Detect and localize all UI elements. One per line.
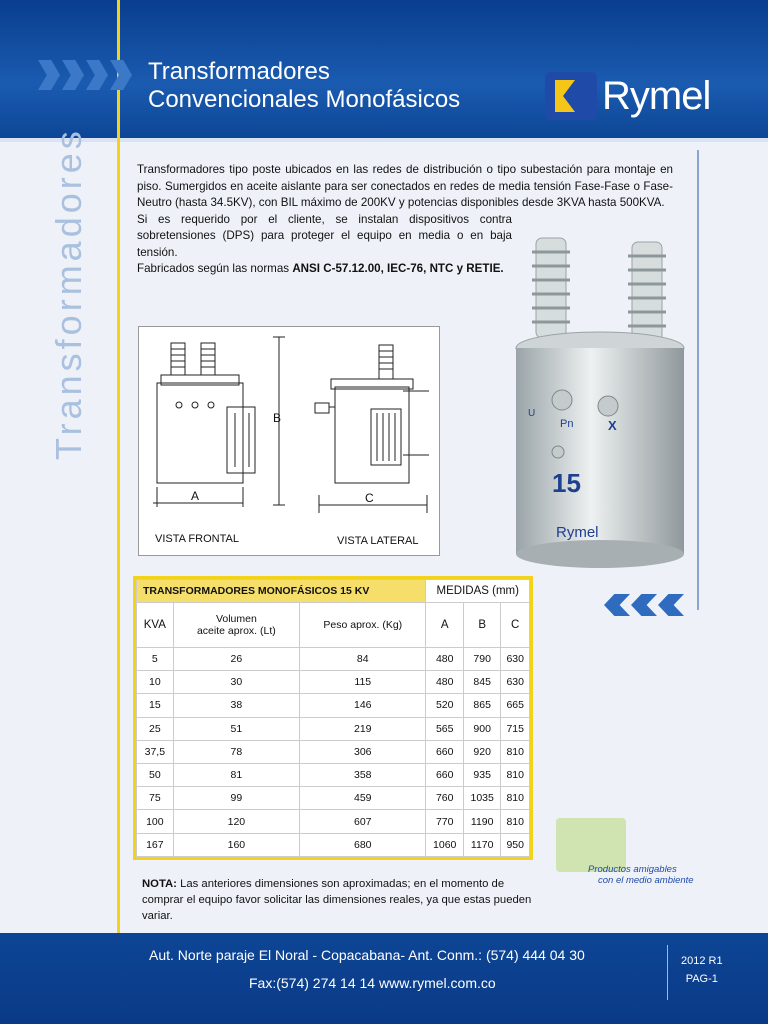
table-row <box>137 717 530 740</box>
table-cell: 935 <box>463 764 500 787</box>
table-row <box>137 810 530 833</box>
table-cell: 38 <box>173 694 299 717</box>
table-cell: 26 <box>173 647 299 670</box>
table-cell: 1170 <box>463 833 500 856</box>
table-cell: 51 <box>173 717 299 740</box>
footer-revision <box>681 952 723 988</box>
chevron-arrows <box>38 60 132 90</box>
table-cell: 770 <box>426 810 463 833</box>
table-cell: 37,5 <box>137 740 174 763</box>
table-cell: 660 <box>426 740 463 763</box>
col-a-header: A <box>426 603 463 648</box>
table-cell: 810 <box>501 740 530 763</box>
title-line-2: Convencionales Monofásicos <box>148 86 461 113</box>
note-body: Las anteriores dimensiones son aproximadas; en el momento de comprar el equipo favor solicitar las dimensiones reales, ya que estas pueden variar. <box>142 878 532 922</box>
table-cell: 306 <box>300 740 426 763</box>
photo-logo-text: Rymel <box>556 524 599 541</box>
table-cell: 480 <box>426 647 463 670</box>
table-cell: 1190 <box>463 810 500 833</box>
table-cell: 25 <box>137 717 174 740</box>
chevron-left-icon <box>631 594 657 616</box>
footer-divider <box>667 945 668 1000</box>
table-cell: 790 <box>463 647 500 670</box>
table-cell: 900 <box>463 717 500 740</box>
table-cell: 78 <box>173 740 299 763</box>
table-cell: 865 <box>463 694 500 717</box>
page-title <box>148 58 460 114</box>
medidas-header: MEDIDAS (mm) <box>426 580 530 603</box>
table-cell: 920 <box>463 740 500 763</box>
table-cell: 75 <box>137 787 174 810</box>
table-cell: 50 <box>137 764 174 787</box>
intro-paragraph-2: Si es requerido por el cliente, se instalan dispositivos contra sobretensiones (DPS) para proteger el equipo en media o en baja tensión. <box>137 212 512 259</box>
revision-label: 2012 R1 <box>681 955 723 967</box>
chevron-right-icon <box>110 60 132 90</box>
table-cell: 810 <box>501 787 530 810</box>
eco-line-2: con el medio ambiente <box>598 875 694 886</box>
table-cell: 845 <box>463 671 500 694</box>
drawing-svg <box>139 327 439 555</box>
rymel-logo-icon <box>545 72 597 120</box>
table-cell: 950 <box>501 833 530 856</box>
table-cell: 810 <box>501 764 530 787</box>
header-stripe <box>0 138 768 142</box>
u-terminal-label: U <box>528 408 536 419</box>
table-cell: 565 <box>426 717 463 740</box>
title-line-1: Transformadores <box>148 58 330 85</box>
left-arrows <box>604 594 684 616</box>
front-view-caption: VISTA FRONTAL <box>155 533 239 545</box>
table-cell: 167 <box>137 833 174 856</box>
table-row <box>137 694 530 717</box>
table-cell: 219 <box>300 717 426 740</box>
specs-table <box>133 576 533 860</box>
eco-line-1: Productos amigables <box>588 864 677 875</box>
table-cell: 5 <box>137 647 174 670</box>
intro-paragraph-1: Transformadores tipo poste ubicados en las redes de distribución o tipo subestación para montaje en piso. Sumergidos en aceite aislante para ser conectados en redes de media tensión Fase-Fase o Fase-Neutro (hasta 34.5KV), con BIL máximo de 200KV y potencias disponibles desde 3KVA hasta 500KVA. <box>137 163 673 209</box>
note-label: NOTA: <box>142 878 177 890</box>
footer-address: Aut. Norte paraje El Noral - Copacabana- Ant. Conm.: (574) 444 04 30 <box>149 947 585 963</box>
technical-drawing <box>138 326 440 556</box>
table-cell: 630 <box>501 647 530 670</box>
norms-list: ANSI C-57.12.00, IEC-76, NTC y RETIE. <box>292 262 504 275</box>
table-cell: 10 <box>137 671 174 694</box>
table-cell: 1035 <box>463 787 500 810</box>
col-volume-header <box>173 603 299 648</box>
specs-table-grid <box>136 579 530 857</box>
table-cell: 358 <box>300 764 426 787</box>
table-row <box>137 740 530 763</box>
table-cell: 84 <box>300 647 426 670</box>
table-row <box>137 764 530 787</box>
dim-label-c: C <box>365 491 374 505</box>
table-row <box>137 647 530 670</box>
table-cell: 680 <box>300 833 426 856</box>
col-weight-header: Peso aprox. (Kg) <box>300 603 426 648</box>
kva-label: 15 <box>552 468 581 498</box>
chevron-right-icon <box>62 60 84 90</box>
side-view-caption: VISTA LATERAL <box>337 535 419 547</box>
table-cell: 99 <box>173 787 299 810</box>
note-text <box>142 876 537 924</box>
table-cell: 607 <box>300 810 426 833</box>
table-cell: 100 <box>137 810 174 833</box>
table-cell: 810 <box>501 810 530 833</box>
eco-caption <box>588 864 694 886</box>
col-volume-line-1: Volumen <box>215 613 257 626</box>
table-cell: 459 <box>300 787 426 810</box>
table-cell: 146 <box>300 694 426 717</box>
table-cell: 520 <box>426 694 463 717</box>
table-row <box>137 787 530 810</box>
yellow-vertical-line <box>117 0 120 1024</box>
side-label: Transformadores <box>48 127 89 460</box>
page-label: PAG-1 <box>685 973 718 985</box>
table-cell: 715 <box>501 717 530 740</box>
table-cell: 160 <box>173 833 299 856</box>
table-row <box>137 833 530 856</box>
table-cell: 115 <box>300 671 426 694</box>
table-cell: 1060 <box>426 833 463 856</box>
chevron-right-icon <box>86 60 108 90</box>
table-row <box>137 671 530 694</box>
col-b-header: B <box>463 603 500 648</box>
chevron-left-icon <box>658 594 684 616</box>
footer-fax-web: Fax:(574) 274 14 14 www.rymel.com.co <box>249 975 496 991</box>
table-cell: 480 <box>426 671 463 694</box>
dim-label-b: B <box>273 411 282 425</box>
pn-label: Pn <box>560 418 574 430</box>
transformer-photo <box>500 222 700 582</box>
table-cell: 630 <box>501 671 530 694</box>
table-title: TRANSFORMADORES MONOFÁSICOS 15 KV <box>137 580 426 603</box>
table-cell: 30 <box>173 671 299 694</box>
col-c-header: C <box>501 603 530 648</box>
table-cell: 81 <box>173 764 299 787</box>
table-cell: 660 <box>426 764 463 787</box>
table-cell: 665 <box>501 694 530 717</box>
table-cell: 120 <box>173 810 299 833</box>
chevron-left-icon <box>604 594 630 616</box>
transformer-illustration <box>500 222 700 582</box>
x-terminal-label: X <box>608 418 617 433</box>
logo-text: Rymel <box>602 74 711 118</box>
table-cell: 760 <box>426 787 463 810</box>
table-cell: 15 <box>137 694 174 717</box>
col-volume-line-2: aceite aprox. (Lt) <box>196 625 276 638</box>
norms-prefix: Fabricados según las normas <box>137 262 293 275</box>
dim-label-a: A <box>191 489 200 503</box>
chevron-right-icon <box>38 60 60 90</box>
col-kva-header: KVA <box>137 603 174 648</box>
